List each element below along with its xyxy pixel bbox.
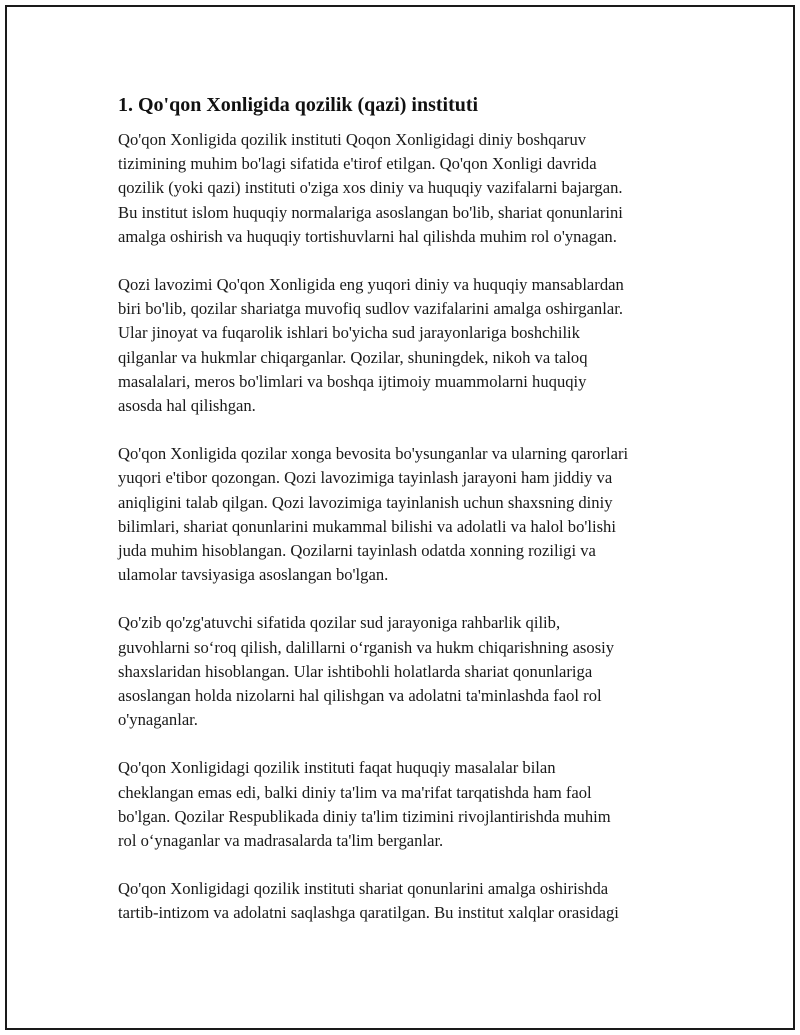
document-body: [118, 92, 688, 950]
paragraph-1: Qo'qon Xonligida qozilik instituti Qoqon Xonligidagi diniy boshqaruv tizimining muhim bo'lagi sifatida e'tirof etilgan. Qo'qon Xonligi davrida qozilik (yoki qazi) instituti o'ziga xos diniy va huquqiy vazifalarni bajargan. Bu institut islom huquqiy normalariga asoslangan bo'lib, shariat qonunlarini amalga oshirish va huquqiy tortishuvlarni hal qilishda muhim rol o'ynagan.: [118, 130, 623, 246]
section-heading: 1. Qo'qon Xonligida qozilik (qazi) instituti: [118, 94, 479, 116]
paragraph-2: Qozi lavozimi Qo'qon Xonligida eng yuqori diniy va huquqiy mansablardan biri bo'lib, qozilar shariatga muvofiq sudlov vazifalarini amalga oshirganlar. Ular jinoyat va fuqarolik ishlari bo'yicha sud jarayonlariga boshchilik qilganlar va hukmlar chiqarganlar. Qozilar, shuningdek, nikoh va taloq masalalari, meros bo'limlari va boshqa ijtimoiy muammolarni huquqiy asosda hal qilishgan.: [118, 275, 624, 416]
paragraph-4: Qo'zib qo'zg'atuvchi sifatida qozilar sud jarayoniga rahbarlik qilib, guvohlarni so‘roq qilish, dalillarni o‘rganish va hukm chiqarishning asosiy shaxslaridan hisoblangan. Ular ishtibohli holatlarda shariat qonunlariga asoslangan holda nizolarni hal qilishgan va adolatni ta'minlashda faol rol o'ynaganlar.: [118, 613, 615, 730]
paragraph-5: Qo'qon Xonligidagi qozilik instituti faqat huquqiy masalalar bilan cheklangan emas edi, balki diniy ta'lim va ma'rifat tarqatishda ham faol bo'lgan. Qozilar Respublikada diniy ta'lim tizimini rivojlantirishda muhim rol o‘ynaganlar va madrasalarda ta'lim berganlar.: [118, 758, 611, 851]
paragraph-6: Qo'qon Xonligidagi qozilik instituti shariat qonunlarini amalga oshirishda tartib-intizom va adolatni saqlashga qaratilgan. Bu institut xalqlar orasidagi: [118, 879, 619, 923]
paragraph-3: Qo'qon Xonligida qozilar xonga bevosita bo'ysunganlar va ularning qarorlari yuqori e'tibor qozongan. Qozi lavozimiga tayinlash jarayoni ham jiddiy va aniqligini talab qilgan. Qozi lavozimiga tayinlanish uchun shaxsning diniy bilimlari, shariat qonunlarini mukammal bilishi va adolatli va halol bo'lishi juda muhim hisoblangan. Qozilarni tayinlash odatda xonning roziligi va ulamolar tavsiyasiga asoslangan bo'lgan.: [118, 444, 629, 585]
